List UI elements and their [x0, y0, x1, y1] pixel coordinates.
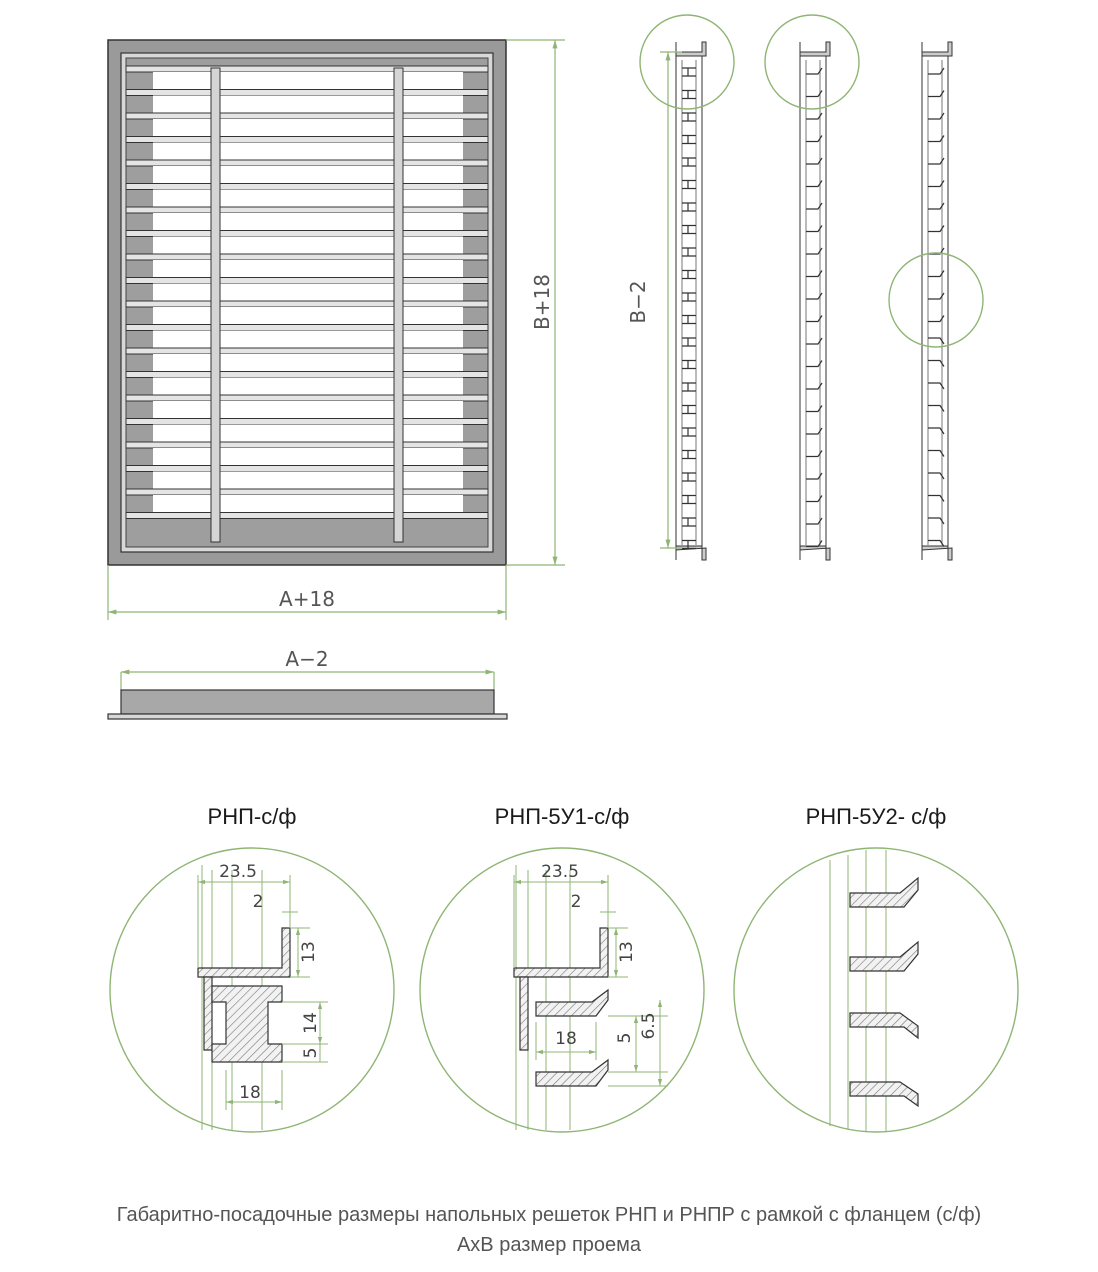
slot-opening — [153, 213, 463, 231]
flange-top — [922, 42, 952, 56]
side-slat-profile — [682, 338, 696, 346]
slot-opening — [153, 331, 463, 349]
side-height-dimension — [660, 52, 682, 548]
detail-2-dim-5: 5 — [615, 1032, 635, 1044]
detail-2-dim-2: 2 — [570, 892, 582, 912]
slat — [126, 466, 488, 472]
slot-opening — [153, 166, 463, 184]
slot-opening — [153, 96, 463, 114]
side-slat-profile — [682, 473, 696, 481]
slot-opening — [153, 260, 463, 278]
front-view — [108, 40, 506, 565]
side-slat-profile — [682, 406, 696, 414]
detail-1-dim-23-5: 23.5 — [219, 862, 257, 882]
caption-title: Габаритно-посадочные размеры напольных решеток РНП и РНПР с рамкой с фланцем (с/ф) — [116, 1204, 982, 1226]
side-slat-profile — [682, 226, 696, 234]
detail-circle-1 — [110, 848, 394, 1132]
detail-title-3: РНП-5У2- с/ф — [805, 804, 947, 829]
side-slat-profile — [682, 496, 696, 504]
side-slat-profile — [682, 518, 696, 526]
bottom-profile-flange — [108, 714, 507, 719]
side-height-label: B−2 — [626, 280, 650, 324]
slot-opening — [153, 378, 463, 396]
slat — [126, 513, 488, 519]
side-section-rnp-5u2 — [922, 42, 952, 560]
detail-1-dim-13: 13 — [299, 941, 319, 963]
slat — [126, 348, 488, 354]
height-dimension-label: B+18 — [530, 274, 554, 330]
flange-top — [676, 42, 706, 56]
flange-bottom — [922, 546, 952, 560]
caption-subtitle: АхВ размер проема — [456, 1234, 642, 1256]
vertical-bar-left — [211, 68, 220, 542]
slat — [126, 231, 488, 237]
slat — [126, 113, 488, 119]
slat — [126, 395, 488, 401]
slat — [126, 489, 488, 495]
side-slat-profile — [682, 428, 696, 436]
flange-bottom — [800, 546, 830, 560]
slat — [126, 207, 488, 213]
bottom-width-label: A−2 — [285, 647, 329, 671]
callout-circle-2 — [765, 15, 859, 109]
slot-opening — [153, 425, 463, 443]
side-slat-profile — [682, 293, 696, 301]
slat — [126, 66, 488, 72]
slat — [126, 301, 488, 307]
side-slat-profile — [682, 203, 696, 211]
detail-2-dim-6-5: 6.5 — [639, 1012, 659, 1040]
slat — [126, 325, 488, 331]
vertical-bar-right — [394, 68, 403, 542]
detail-circle-2 — [420, 848, 704, 1132]
slat — [126, 254, 488, 260]
detail-2-dim-18: 18 — [555, 1029, 577, 1049]
slot-opening — [153, 307, 463, 325]
side-slat-profile — [682, 248, 696, 256]
slot-opening — [153, 354, 463, 372]
detail-title-2: РНП-5У1-с/ф — [494, 804, 630, 829]
slot-opening — [153, 143, 463, 161]
grille-slats — [126, 66, 488, 519]
slat — [126, 278, 488, 284]
side-slat-profile — [682, 136, 696, 144]
detail-circle-3 — [734, 848, 1018, 1132]
flange-top — [800, 42, 830, 56]
side-slat-profile — [682, 158, 696, 166]
side-slat-profile — [682, 271, 696, 279]
callout-circle-3 — [889, 253, 983, 347]
detail-1-dim-5: 5 — [301, 1047, 321, 1059]
slot-opening — [153, 72, 463, 90]
slot-opening — [153, 190, 463, 208]
side-slat-profile — [682, 68, 696, 76]
slot-opening — [153, 472, 463, 490]
detail-1-dim-18: 18 — [239, 1083, 261, 1103]
detail-2-dim-23-5: 23.5 — [541, 862, 579, 882]
detail-2-dim-13: 13 — [617, 941, 637, 963]
slot-opening — [153, 237, 463, 255]
slot-opening — [153, 448, 463, 466]
slat — [126, 419, 488, 425]
side-slat-profile — [682, 316, 696, 324]
detail-title-1: РНП-с/ф — [207, 804, 297, 829]
side-slat-profile — [682, 91, 696, 99]
slot-opening — [153, 119, 463, 137]
slat — [126, 90, 488, 96]
slat — [126, 160, 488, 166]
bottom-profile-body — [121, 690, 494, 714]
slat — [126, 372, 488, 378]
slat — [126, 184, 488, 190]
detail-1-dim-2: 2 — [252, 892, 264, 912]
bottom-view — [108, 672, 507, 719]
side-section-rnp — [676, 42, 706, 560]
slot-opening — [153, 284, 463, 302]
side-slat-profile — [682, 361, 696, 369]
callout-circle-1 — [640, 15, 734, 109]
side-slat-profile — [682, 113, 696, 121]
side-section-rnp-5u1 — [800, 42, 830, 560]
side-slat-profile — [682, 451, 696, 459]
slot-opening — [153, 401, 463, 419]
slot-opening — [153, 495, 463, 513]
side-slat-profile — [682, 383, 696, 391]
slat — [126, 442, 488, 448]
width-dimension-label: A+18 — [279, 587, 335, 611]
slat — [126, 137, 488, 143]
detail-1-dim-14: 14 — [301, 1012, 321, 1034]
side-slat-profile — [682, 181, 696, 189]
